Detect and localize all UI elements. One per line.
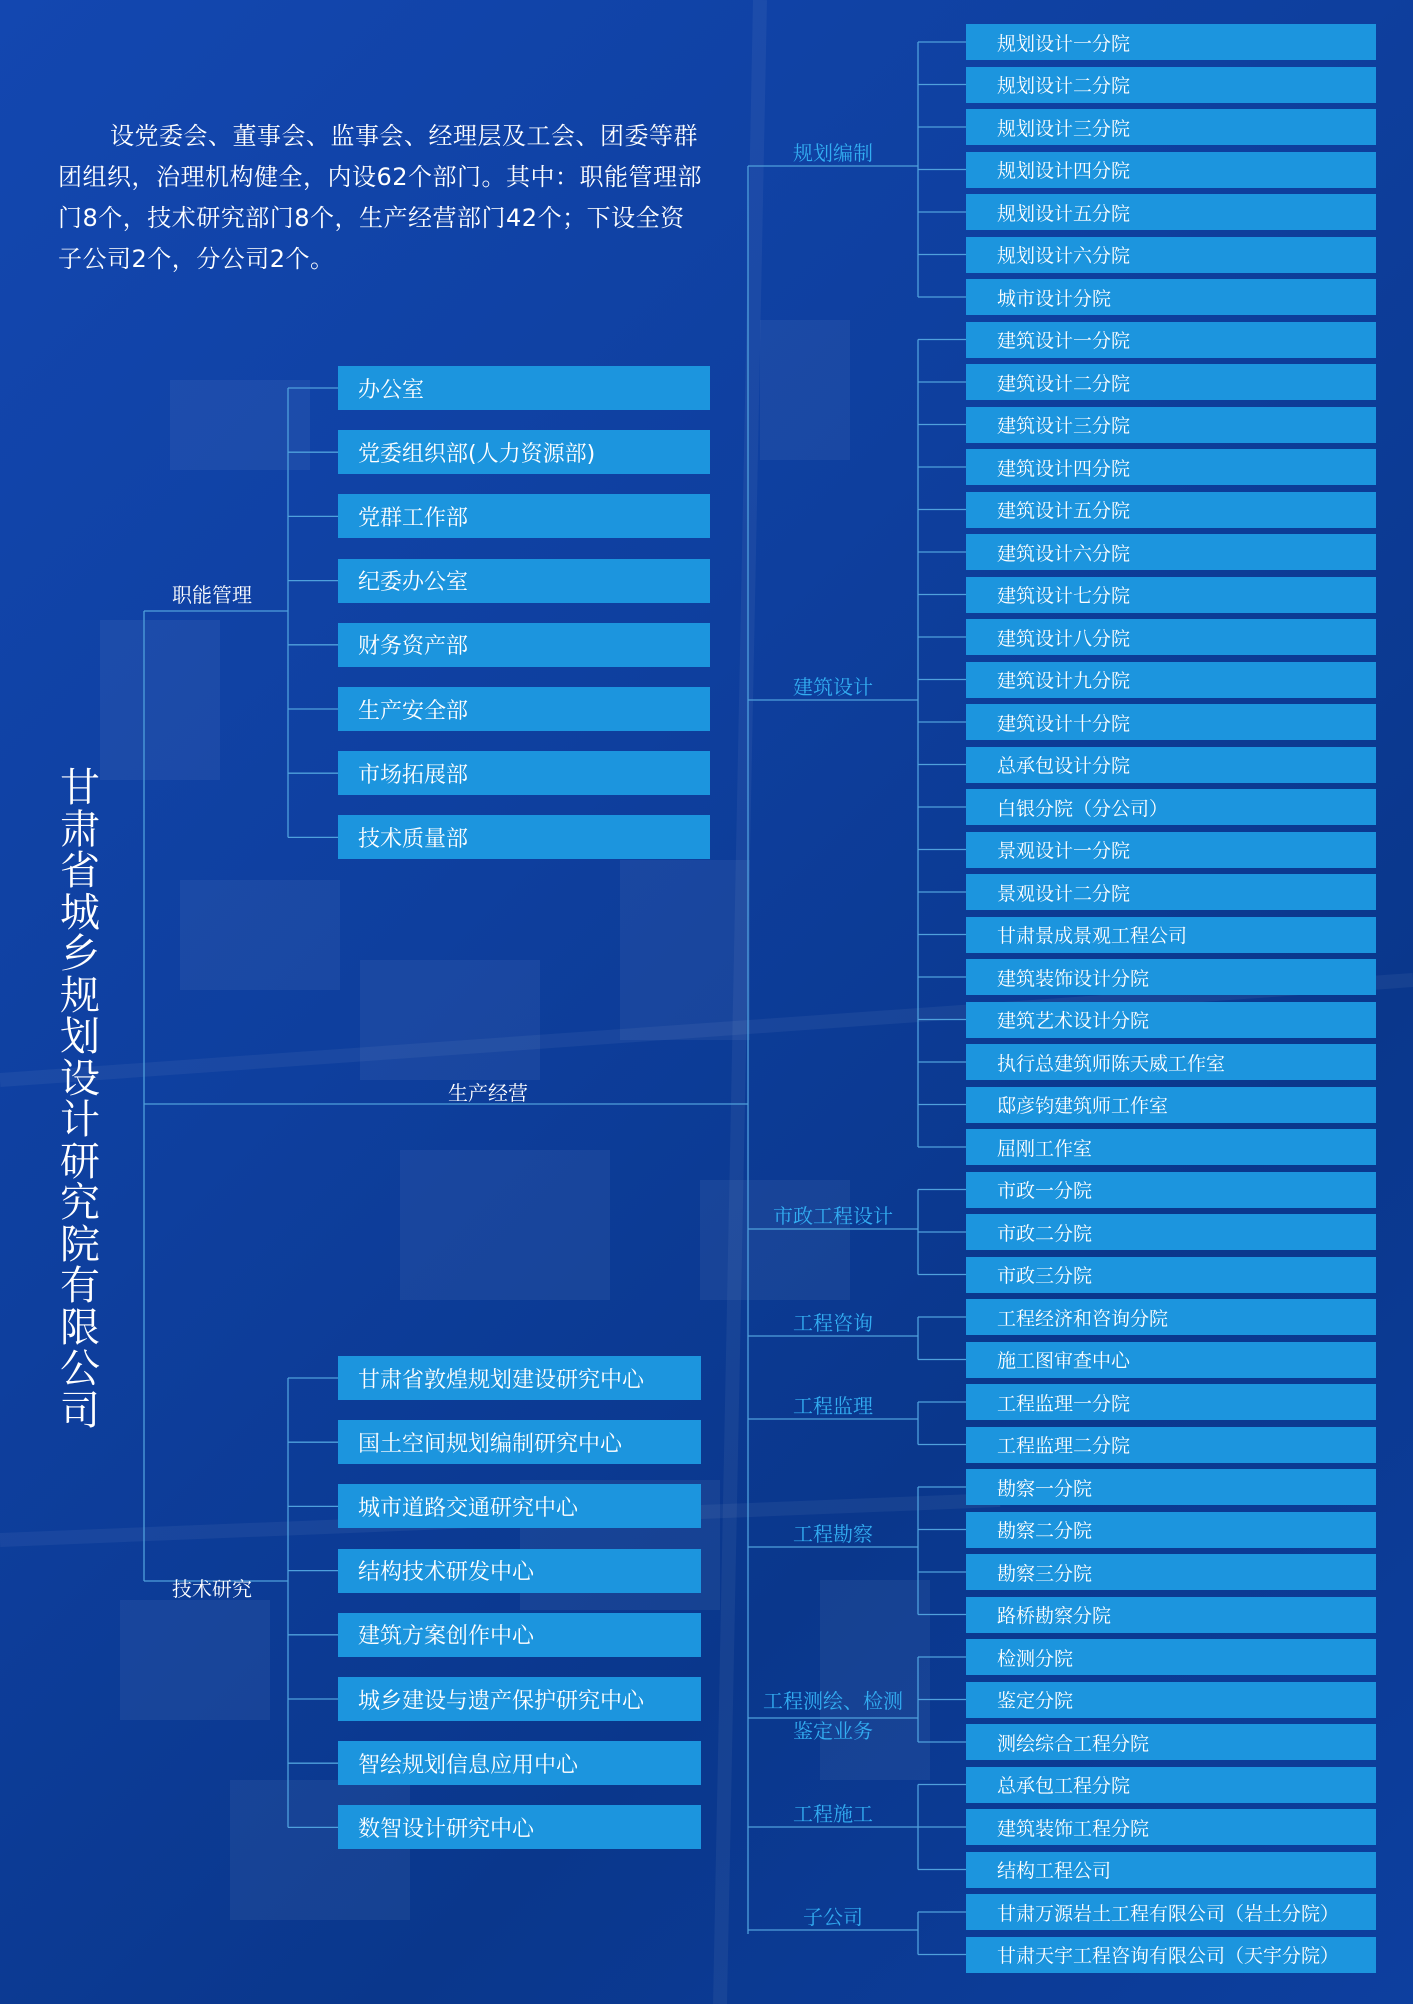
production-unit-box: 施工图审查中心 [966,1342,1376,1378]
production-unit-box: 建筑设计八分院 [966,619,1376,655]
production-unit-box: 规划设计三分院 [966,109,1376,145]
functional-dept-box: 技术质量部 [338,815,710,859]
production-group-label: 工程监理 [793,1394,873,1418]
research-center-box: 智绘规划信息应用中心 [338,1741,701,1785]
research-center-box: 城市道路交通研究中心 [338,1484,701,1528]
functional-dept-box: 市场拓展部 [338,751,710,795]
research-center-box: 城乡建设与遗产保护研究中心 [338,1677,701,1721]
production-group-label: 建筑设计 [793,675,873,699]
production-unit-box: 建筑设计一分院 [966,322,1376,358]
production-unit-box: 甘肃天宇工程咨询有限公司（天宇分院） [966,1937,1376,1973]
production-unit-box: 检测分院 [966,1639,1376,1675]
production-unit-box: 市政三分院 [966,1257,1376,1293]
functional-dept-box: 财务资产部 [338,623,710,667]
production-unit-box: 甘肃景成景观工程公司 [966,917,1376,953]
production-unit-box: 执行总建筑师陈天威工作室 [966,1044,1376,1080]
production-unit-box: 勘察一分院 [966,1469,1376,1505]
production-unit-box: 建筑设计三分院 [966,407,1376,443]
production-unit-box: 测绘综合工程分院 [966,1724,1376,1760]
production-unit-box: 规划设计四分院 [966,152,1376,188]
functional-dept-box: 纪委办公室 [338,559,710,603]
production-group-label: 工程测绘、检测 鉴定业务 [763,1689,903,1743]
production-group-label: 工程勘察 [793,1522,873,1546]
production-unit-box: 建筑装饰设计分院 [966,959,1376,995]
production-unit-box: 城市设计分院 [966,279,1376,315]
production-group-label: 子公司 [803,1905,863,1929]
production-unit-box: 勘察三分院 [966,1554,1376,1590]
functional-dept-box: 党群工作部 [338,494,710,538]
functional-dept-box: 生产安全部 [338,687,710,731]
research-center-box: 结构技术研发中心 [338,1549,701,1593]
production-unit-box: 建筑设计十分院 [966,704,1376,740]
production-unit-box: 鉴定分院 [966,1682,1376,1718]
production-unit-box: 勘察二分院 [966,1512,1376,1548]
research-center-box: 国土空间规划编制研究中心 [338,1420,701,1464]
production-unit-box: 规划设计五分院 [966,194,1376,230]
production-unit-box: 路桥勘察分院 [966,1597,1376,1633]
production-unit-box: 邸彦钧建筑师工作室 [966,1087,1376,1123]
production-unit-box: 建筑艺术设计分院 [966,1002,1376,1038]
production-unit-box: 建筑设计七分院 [966,577,1376,613]
production-group-label: 工程施工 [793,1802,873,1826]
production-unit-box: 总承包设计分院 [966,747,1376,783]
functional-dept-box: 办公室 [338,366,710,410]
intro-paragraph: 设党委会、董事会、监事会、经理层及工会、团委等群团组织，治理机构健全，内设62个部门。其中：职能管理部门8个，技术研究部门8个，生产经营部门42个；下设全资子公司2个，分公司2个。 [58,122,703,273]
production-unit-box: 景观设计一分院 [966,832,1376,868]
production-unit-box: 市政一分院 [966,1172,1376,1208]
production-unit-box: 建筑设计二分院 [966,364,1376,400]
production-unit-box: 工程监理一分院 [966,1384,1376,1420]
company-title: 甘肃省城乡规划设计研究院有限公司 [60,765,100,1434]
production-unit-box: 景观设计二分院 [966,874,1376,910]
production-unit-box: 工程监理二分院 [966,1427,1376,1463]
production-group-label: 规划编制 [793,141,873,165]
production-unit-box: 结构工程公司 [966,1852,1376,1888]
production-unit-box: 市政二分院 [966,1214,1376,1250]
category-functional-label: 职能管理 [172,583,252,607]
production-unit-box: 白银分院（分公司） [966,789,1376,825]
functional-dept-box: 党委组织部(人力资源部) [338,430,710,474]
production-group-label: 工程咨询 [793,1311,873,1335]
research-center-box: 甘肃省敦煌规划建设研究中心 [338,1356,701,1400]
research-center-box: 建筑方案创作中心 [338,1613,701,1657]
production-unit-box: 规划设计二分院 [966,67,1376,103]
production-unit-box: 建筑设计五分院 [966,492,1376,528]
category-production-label: 生产经营 [448,1081,528,1105]
production-unit-box: 建筑设计六分院 [966,534,1376,570]
production-unit-box: 规划设计六分院 [966,237,1376,273]
production-unit-box: 建筑装饰工程分院 [966,1809,1376,1845]
production-unit-box: 建筑设计九分院 [966,662,1376,698]
production-unit-box: 工程经济和咨询分院 [966,1299,1376,1335]
category-research-label: 技术研究 [172,1577,252,1601]
production-unit-box: 甘肃万源岩土工程有限公司（岩土分院） [966,1894,1376,1930]
production-unit-box: 总承包工程分院 [966,1767,1376,1803]
production-unit-box: 屈刚工作室 [966,1129,1376,1165]
research-center-box: 数智设计研究中心 [338,1805,701,1849]
production-unit-box: 规划设计一分院 [966,24,1376,60]
production-group-label: 市政工程设计 [773,1204,893,1228]
production-unit-box: 建筑设计四分院 [966,449,1376,485]
